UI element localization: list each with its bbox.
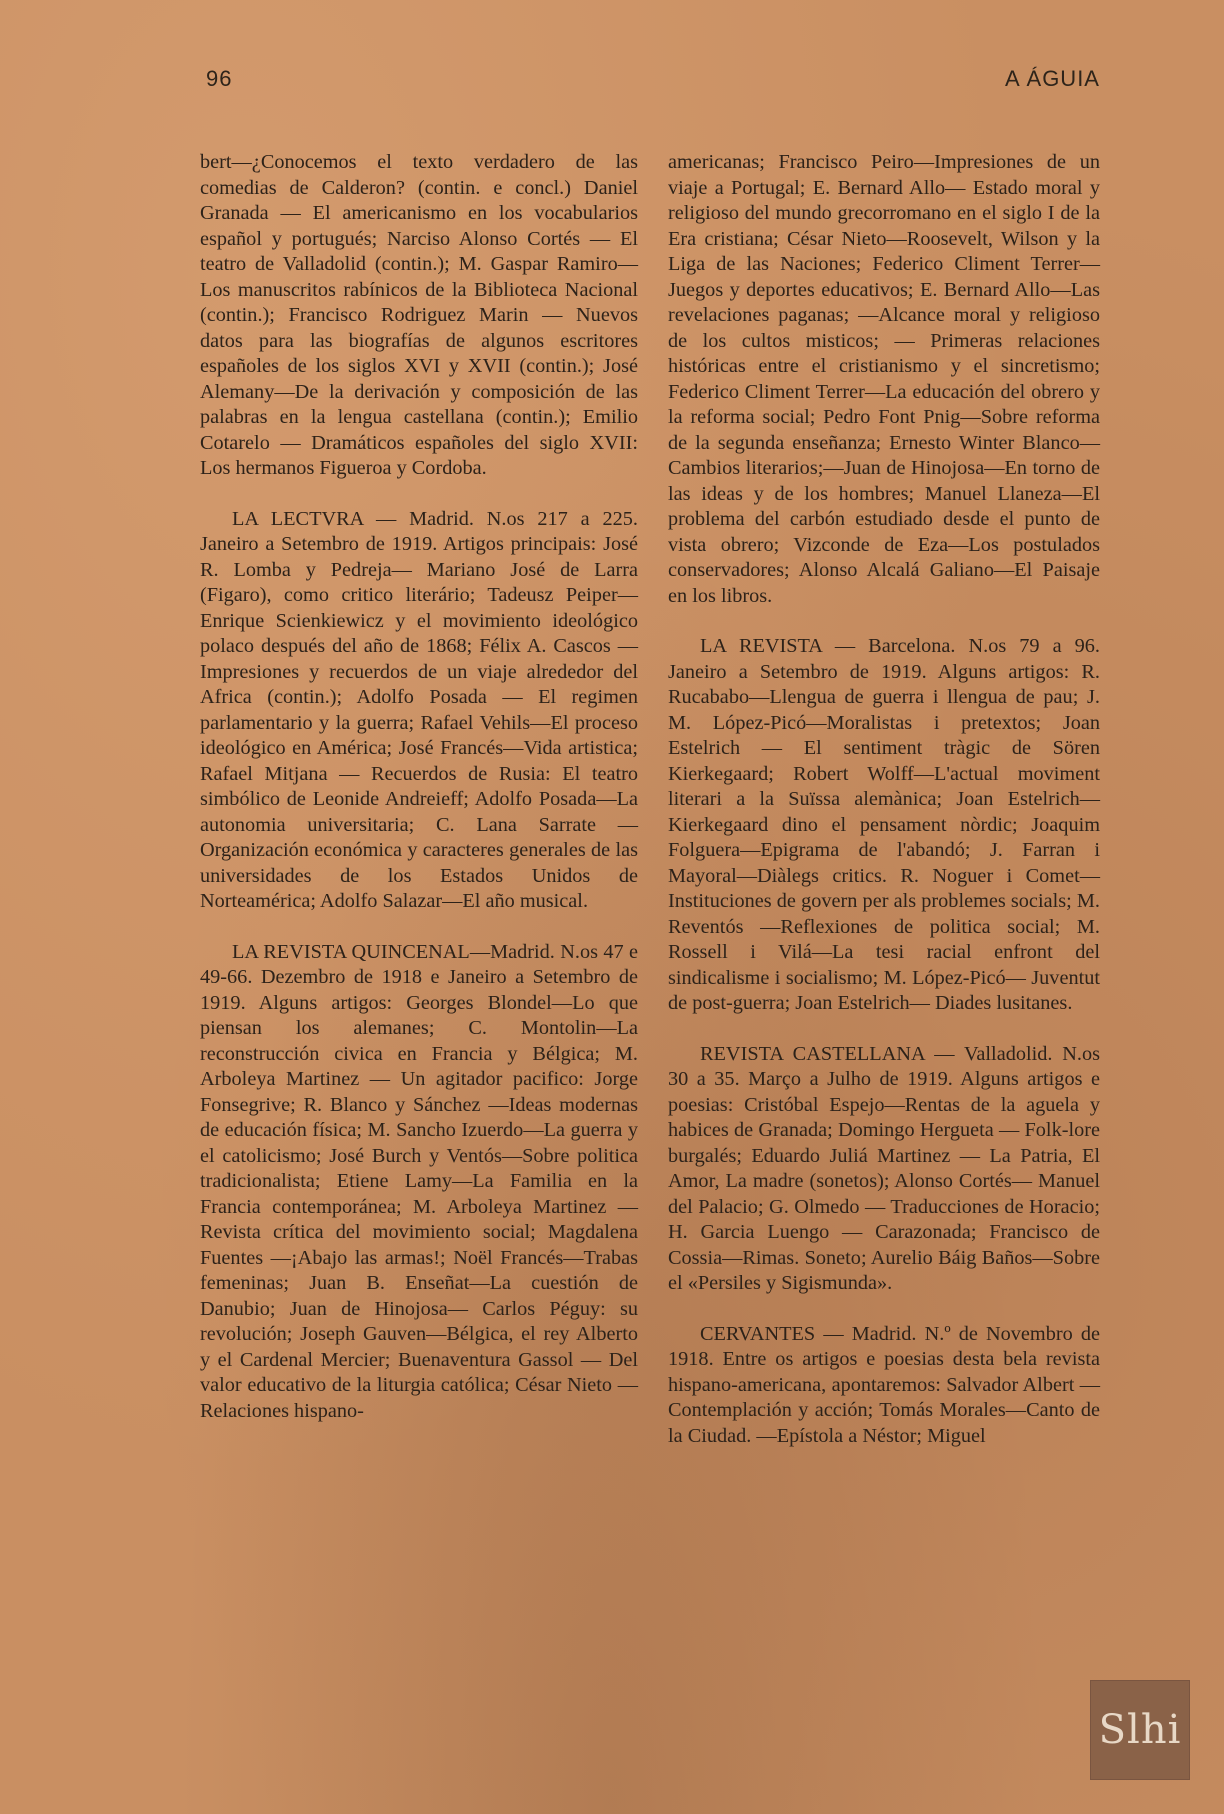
left-column [200,150,638,1449]
page-header [206,66,1100,98]
paragraph-continuation-right: americanas; Francisco Peiro—Impresiones de un viaje a Portugal; E. Bernard Allo— Estado moral y religioso del mundo grecorromano en el siglo I de la Era cristiana; César Nieto—Roosevelt, Wilson y la Liga de las Naciones; Federico Climent Terrer—Juegos y deportes educativos; E. Bernard Allo—Las revelaciones paganas; —Alcance moral y religioso de los cultos misticos; — Primeras relaciones históricas entre el cristianismo y el sincretismo; Federico Climent Terrer—La educación del obrero y la reforma social; Pedro Font Pnig—Sobre reforma de la segunda enseñanza; Ernesto Winter Blanco—Cambios literarios;—Juan de Hinojosa—En torno de las ideas y de los hombres; Manuel Llaneza—El problema del carbón estudiado desde el punto de vista obrero; Vizconde de Eza—Los postulados conservadores; Alonso Alcalá Galiano—El Paisaje en los libros. [668,151,1100,607]
page-number: 96 [206,66,233,91]
right-column [668,150,1100,1474]
library-logo [1090,1680,1190,1780]
paragraph-la-lectvra: LA LECTVRA — Madrid. N.os 217 a 225. Janeiro a Setembro de 1919. Artigos principais: José R. Lomba y Pedreja— Mariano José de Larra (Figaro), como critico literário; Tadeusz Peiper—Enrique Scienkiewicz y el movimiento ideológico polaco después del año de 1868; Félix A. Cascos — Impresiones y recuerdos de un viaje alrededor del Africa (contin.); Adolfo Posada — El regimen parlamentario y la guerra; Rafael Vehils—El proceso ideológico en América; José Francés—Vida artistica; Rafael Mitjana — Recuerdos de Rusia: El teatro simbólico de Leonide Andreieff; Adolfo Posada—La autonomia universitaria; C. Lana Sarrate — Organización económica y caracteres generales de las universidades de los Estados Unidos de Norteamérica; Adolfo Salazar—El año musical. [200,507,638,912]
paragraph-continuation: bert—¿Conocemos el texto verdadero de las comedias de Calderon? (contin. e concl.) Daniel Granada — El americanismo en los vocabularios español y portugués; Narciso Alonso Cortés — El teatro de Valladolid (contin.); M. Gaspar Ramiro—Los manuscritos rabínicos de la Biblioteca Nacional (contin.); Francisco Rodriguez Marin — Nuevos datos para las biografías de algunos escritores españoles de los siglos XVI y XVII (contin.); José Alemany—De la derivación y composición de las palabras en la lengua castellana (contin.); Emilio Cotarelo — Dramáticos españoles del siglo XVII: Los hermanos Figueroa y Cordoba. [200,151,638,479]
paragraph-la-revista-quincenal: LA REVISTA QUINCENAL—Madrid. N.os 47 e 49-66. Dezembro de 1918 e Janeiro a Setembro de 1919. Alguns artigos: Georges Blondel—Lo que piensan los alemanes; C. Montolin—La reconstrucción civica en Francia y Bélgica; M. Arboleya Martinez — Un agitador pacifico: Jorge Fonsegrive; R. Blanco y Sánchez —Ideas modernas de educación física; M. Sancho Izuerdo—La guerra y el catolicismo; José Burch y Ventós—Sobre politica tradicionalista; Etiene Lamy—La Familia en la Francia contemporánea; M. Arboleya Martinez —Revista crítica del movimiento social; Magdalena Fuentes —¡Abajo las armas!; Noël Francés—Trabas femeninas; Juan B. Enseñat—La cuestión de Danubio; Juan de Hinojosa— Carlos Péguy: su revolución; Joseph Gauven—Bélgica, el rey Alberto y el Cardenal Mercier; Buenaventura Gassol — Del valor educativo de la liturgia católica; César Nieto — Relaciones hispano- [200,940,638,1422]
journal-title: A ÁGUIA [1004,66,1100,91]
paragraph-revista-castellana: REVISTA CASTELLANA — Valladolid. N.os 30 a 35. Março a Julho de 1919. Alguns artigos e poesias: Cristóbal Espejo—Rentas de la aguela y habices de Granada; Domingo Hergueta — Folk-lore burgalés; Eduardo Juliá Martinez — La Patria, El Amor, La madre (sonetos); Alonso Cortés— Manuel del Palacio; G. Olmedo — Traducciones de Horacio; H. Garcia Luengo — Carazonada; Francisco de Cossia—Rimas. Soneto; Aurelio Báig Baños—Sobre el «Persiles y Sigismunda». [668,1042,1100,1294]
paragraph-cervantes: CERVANTES — Madrid. N.º de Novembro de 1918. Entre os artigos e poesias desta bela revista hispano-americana, apontaremos: Salvador Albert — Contemplación y acción; Tomás Morales—Canto de la Ciudad. —Epístola a Néstor; Miguel [668,1322,1100,1447]
logo-text: Slhi [1098,1707,1182,1753]
paragraph-la-revista-barcelona: LA REVISTA — Barcelona. N.os 79 a 96. Janeiro a Setembro de 1919. Alguns artigos: R. Rucababo—Llengua de guerra i llengua de pau; J. M. López-Picó—Moralistas i pretextos; Joan Estelrich — El sentiment tràgic de Sören Kierkegaard; Robert Wolff—L'actual moviment literari a la Suïssa alemànica; Joan Estelrich— Kierkegaard dino el pensament nòrdic; Joaquim Folguera—Epigrama de l'abandó; J. Farran i Mayoral—Diàlegs critics. R. Noguer i Comet—Instituciones de govern per als problemes socials; M. Reventós —Reflexiones de politica social; M. Rossell i Vilá—La tesi racial enfront del sindicalisme i socialismo; M. López-Picó— Juventut de post-guerra; Joan Estelrich— Diades lusitanes. [668,635,1100,1014]
